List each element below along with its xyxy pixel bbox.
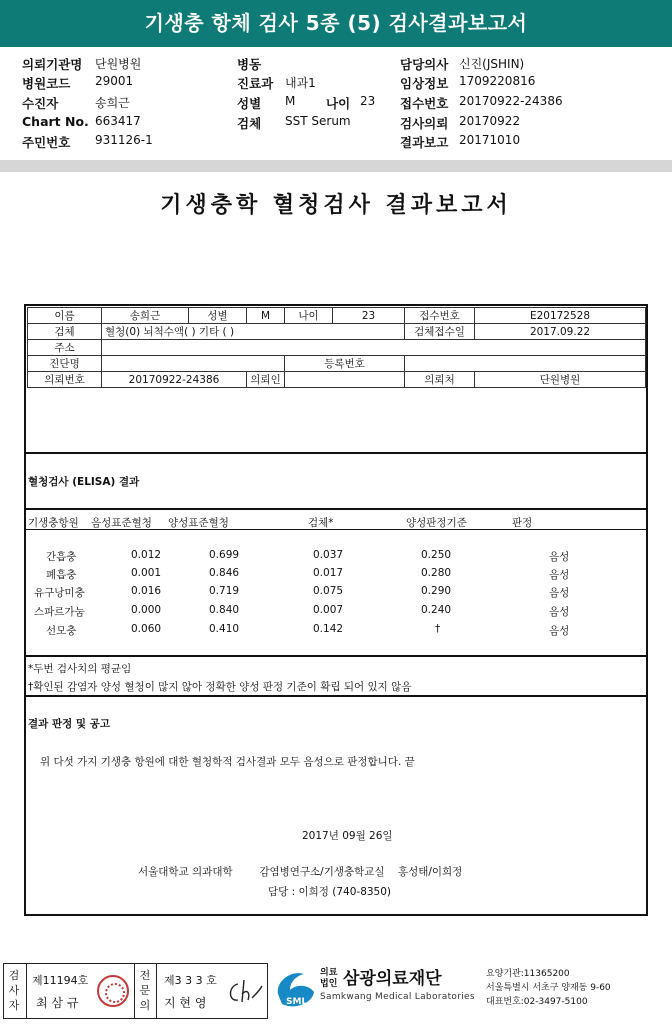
report-title: 기생충학 혈청검사 결과보고서 [160,192,512,218]
specialist-no: 제3 3 3 호 [164,974,217,987]
row-pos: 0.699 [209,549,240,561]
label-diagnosis: 진단명 [28,356,102,372]
sml-logo-icon [272,966,318,1010]
row-sample: 0.017 [313,567,344,579]
row-cutoff: 0.290 [421,585,452,597]
report-paper [0,172,672,960]
label-receipt-no: 접수번호 [405,308,475,324]
report-header-table [27,307,646,388]
info-value-org: 단원병원 [95,57,142,71]
info-value-rrn: 931126-1 [95,133,153,147]
row-antigen: 간흡충 [46,551,77,563]
label-name: 이름 [28,308,102,324]
row-pos: 0.410 [209,623,240,635]
corp-small-label: 의료 법인 [320,968,338,989]
col-antigen: 기생충항원 [28,517,79,529]
value-sex: M [247,308,285,324]
value-name: 송희근 [102,308,189,324]
info-label-result: 결과보고 [400,135,449,150]
value-age: 23 [333,308,405,324]
col-result: 판정 [512,517,533,529]
elisa-heading: 혈청검사 (ELISA) 결과 [28,476,140,488]
row-pos: 0.719 [209,585,240,597]
info-label-rrn: 주민번호 [22,135,71,150]
rule-2 [24,508,648,510]
row-result: 음성 [549,606,570,618]
row-sample: 0.142 [313,623,344,635]
examiner-no: 제11194호 [32,974,89,987]
row-neg: 0.000 [131,604,162,616]
info-label-clinical: 임상정보 [400,76,449,91]
label-specimen: 검체 [28,324,102,340]
info-label-age: 나이 [326,96,351,111]
col-neg: 음성표준혈청 [91,517,152,529]
row-sample: 0.075 [313,585,344,597]
row-cutoff: 0.240 [421,604,452,616]
specialist-label: 전 문 의 [139,969,151,1012]
info-value-request: 20170922 [459,114,521,128]
footnote-average: *두번 검사치의 평균임 [28,663,132,675]
info-label-request: 검사의뢰 [400,116,449,131]
row-sample: 0.037 [313,549,344,561]
examiner-label: 검 사 자 [8,969,20,1012]
row-antigen: 폐흡충 [46,569,77,581]
row-neg: 0.012 [131,549,162,561]
info-label-receipt: 접수번호 [400,96,449,111]
corp-english: Samkwang Medical Laboratories [320,992,475,1002]
value-receipt-no: E20172528 [475,308,646,324]
row-result: 음성 [549,625,570,637]
corp-contact-2: 서울특별시 서초구 양재동 9-60 [486,983,611,993]
rule-1 [24,452,648,454]
col-pos: 양성표준혈청 [168,517,229,529]
report-contact: 담당 : 이희정 (740-8350) [268,886,392,898]
signature-box [3,963,268,1019]
value-specimen-date: 2017.09.22 [475,324,646,340]
label-age: 나이 [285,308,333,324]
corp-contact-3: 대표번호:02-3497-5100 [486,997,588,1007]
info-label-sex: 성별 [237,96,262,111]
info-label-ward: 병동 [237,57,262,72]
info-value-clinical: 1709220816 [459,74,536,88]
signature-icon [226,976,264,1006]
conclusion-text: 위 다섯 가지 기생충 항원에 대한 혈청학적 검사결과 모두 음성으로 판정합니다. 끝 [40,756,415,768]
footer [0,960,672,1028]
info-value-age: 23 [360,94,376,108]
report-institution: 서울대학교 의과대학 감염병연구소/기생충학교실 홍성태/이희정 [138,866,463,878]
info-value-receipt: 20170922-24386 [459,94,563,108]
row-sample: 0.007 [313,604,344,616]
info-value-specimen: SST Serum [285,114,351,128]
info-value-doctor: 신진(JSHIN) [459,57,525,71]
corp-contact-1: 요양기관:11365200 [486,969,570,979]
info-label-chart: Chart No. [22,114,89,129]
rule-3 [24,529,648,530]
row-antigen: 유구낭미충 [34,587,85,599]
row-neg: 0.016 [131,585,162,597]
info-label-patient: 수진자 [22,96,59,111]
info-label-hcode: 병원코드 [22,76,71,91]
row-antigen: 스파르가눔 [34,606,85,618]
value-specimen: 혈청(0) 뇌척수액( ) 기타 ( ) [102,324,405,340]
row-antigen: 선모충 [46,625,77,637]
info-value-chart: 663417 [95,114,141,128]
value-address [102,340,646,356]
row-neg: 0.060 [131,623,162,635]
row-pos: 0.846 [209,567,240,579]
info-value-patient: 송희근 [95,96,130,110]
patient-info [0,47,672,160]
seal-icon [97,975,129,1007]
row-cutoff: 0.250 [421,549,452,561]
row-result: 음성 [549,587,570,599]
report-banner-title: 기생충 항체 검사 5종 (5) 검사결과보고서 [0,0,672,47]
corp-name: 삼광의료재단 [343,969,442,989]
info-label-org: 의뢰기관명 [22,57,83,72]
section-divider [0,160,672,172]
examiner-name: 최 삼 규 [36,996,79,1010]
report-date: 2017년 09월 26일 [302,830,393,842]
rule-5 [24,695,648,697]
value-request-org: 단원병원 [475,372,646,388]
label-address: 주소 [28,340,102,356]
divider [156,964,157,1018]
info-value-hcode: 29001 [95,74,134,88]
label-requester: 의뢰인 [247,372,285,388]
logo-text: SML [286,997,308,1007]
info-value-dept: 내과1 [285,76,316,90]
conclusion-heading: 결과 판정 및 공고 [28,718,110,730]
divider [134,964,135,1018]
value-requester [285,372,405,388]
value-diagnosis [102,356,285,372]
info-label-specimen: 검체 [237,116,262,131]
footnote-criteria: †확인된 감염자 양성 혈청이 많지 않아 정확한 양성 판정 기준이 확립 되어 있지 않음 [28,681,412,693]
divider [26,964,27,1018]
label-specimen-date: 검체접수일 [405,324,475,340]
row-pos: 0.840 [209,604,240,616]
rule-4 [24,655,648,657]
label-reg-no: 등록번호 [285,356,405,372]
label-request-org: 의뢰처 [405,372,475,388]
col-sample: 검체* [308,517,334,529]
value-request-no: 20170922-24386 [102,372,247,388]
row-result: 음성 [549,551,570,563]
info-label-doctor: 담당의사 [400,57,449,72]
value-reg-no [405,356,646,372]
row-neg: 0.001 [131,567,162,579]
row-cutoff: 0.280 [421,567,452,579]
info-value-result: 20171010 [459,133,521,147]
col-cutoff: 양성판정기준 [406,517,467,529]
row-result: 음성 [549,569,570,581]
info-label-dept: 진료과 [237,76,274,91]
specialist-name: 지 현 영 [164,996,207,1010]
label-sex: 성별 [189,308,247,324]
row-cutoff: † [435,623,441,635]
info-value-sex: M [285,94,296,108]
label-request-no: 의뢰번호 [28,372,102,388]
